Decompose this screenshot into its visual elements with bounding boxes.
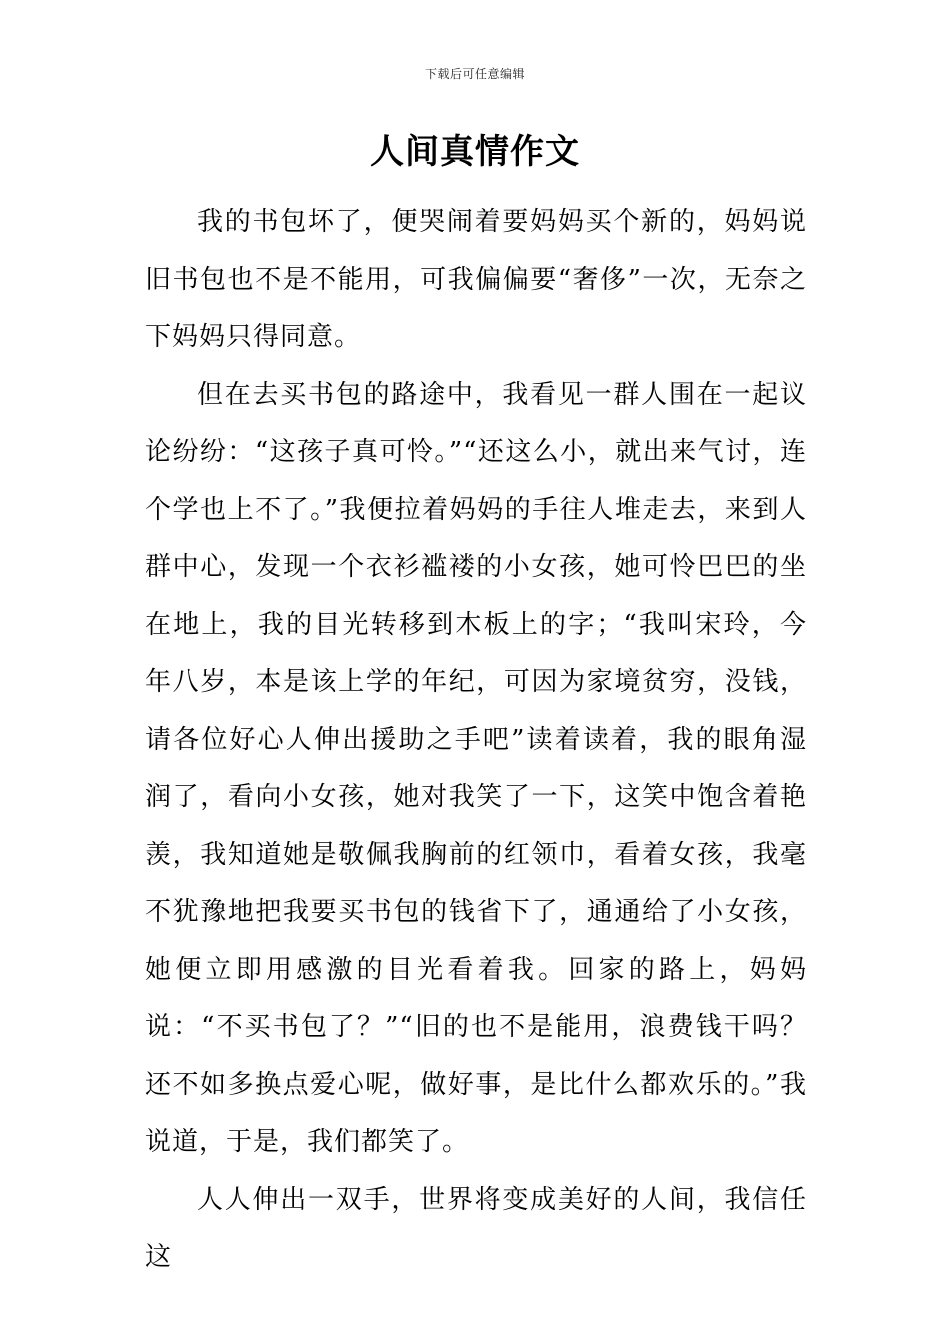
document-title: 人间真情作文 (370, 132, 580, 172)
paragraph-1: 我的书包坏了，便哭闹着要妈妈买个新的，妈妈说旧书包也不是不能用，可我偏偏要“奢侈”一次，无奈之下妈妈只得同意。 (145, 207, 807, 352)
paragraph-3: 人人伸出一双手，世界将变成美好的人间，我信任这 (145, 1184, 807, 1272)
header-note: 下载后可任意编辑 (424, 67, 525, 81)
paragraph-2: 但在去买书包的路途中，我看见一群人围在一起议论纷纷：“这孩子真可怜。”“还这么小，就出来气讨，连个学也上不了。”我便拉着妈妈的手往人堆走去，来到人群中心，发现一个衣衫褴褛的小女孩，她可怜巴巴的坐在地上，我的目光转移到木板上的字；“我叫宋玲，今年八岁，本是该上学的年纪，可因为家境贫穷，没钱，请各位好心人伸出援助之手吧”读着读着，我的眼角湿润了，看向小女孩，她对我笑了一下，这笑中饱含着艳羡，我知道她是敬佩我胸前的红领巾，看着女孩，我毫不犹豫地把我要买书包的钱省下了，通通给了小女孩，她便立即用感激的目光看着我。回家的路上，妈妈说：“不买书包了？”“旧的也不是能用，浪费钱干吗？还不如多换点爱心呢，做好事，是比什么都欢乐的。”我说道，于是，我们都笑了。 (145, 379, 807, 1157)
document-body (145, 194, 807, 1287)
